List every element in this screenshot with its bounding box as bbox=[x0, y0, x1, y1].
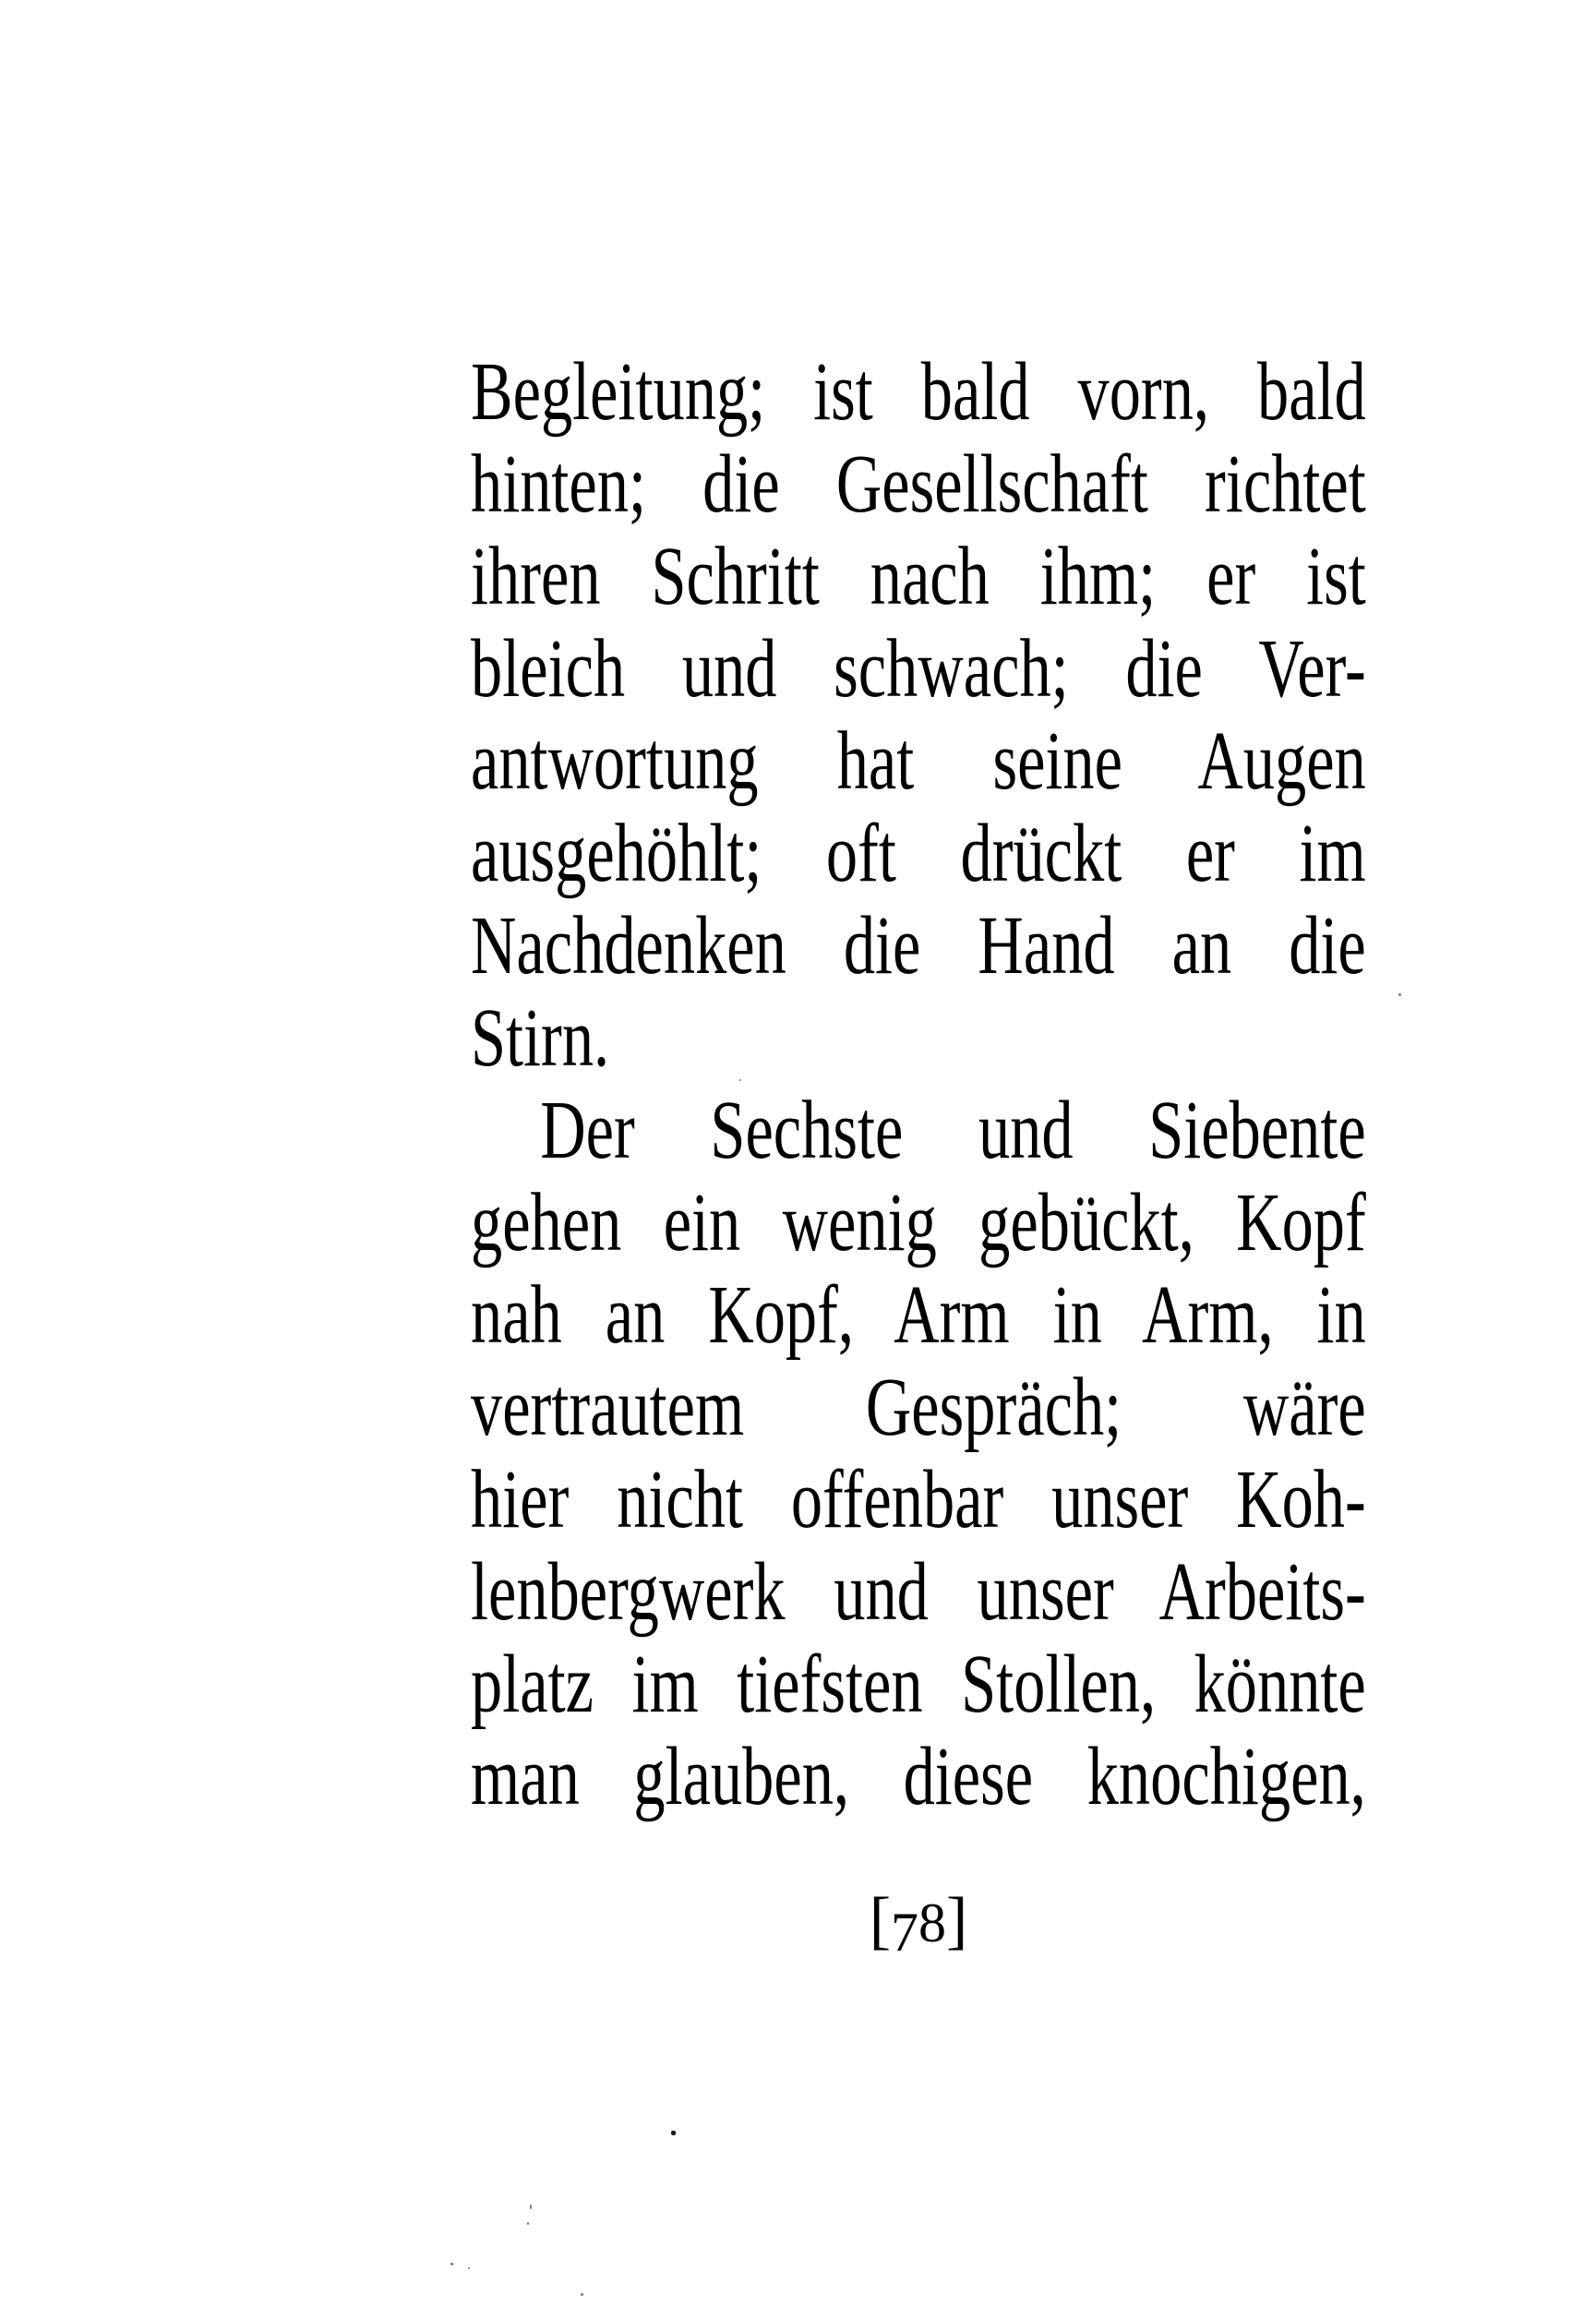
folio-bracket-open: [ bbox=[869, 1885, 891, 1956]
text-line-6: ausgehöhlt; oft drückt er im bbox=[471, 808, 1366, 899]
scan-speck bbox=[739, 1079, 741, 1081]
text-line-16: man glauben, diese knochigen, bbox=[471, 1731, 1366, 1822]
text-line-2: hinten; die Gesellschaft richtet bbox=[471, 439, 1366, 530]
text-line-3: ihren Schritt nach ihm; er ist bbox=[471, 531, 1366, 622]
text-line-1: Begleitung; ist bald vorn, bald bbox=[471, 346, 1366, 438]
text-line-12: vertrautem Gespräch; wäre bbox=[471, 1362, 1366, 1453]
scan-speck bbox=[1398, 993, 1401, 996]
text-line-8: Stirn. bbox=[471, 992, 610, 1084]
page-number bbox=[471, 1875, 1366, 1967]
scan-speck bbox=[527, 2222, 529, 2225]
body-text bbox=[471, 346, 1366, 1823]
folio-bracket-close: ] bbox=[946, 1885, 968, 1956]
scan-speck bbox=[468, 2267, 470, 2269]
text-line-13: hier nicht offenbar unser Koh- bbox=[471, 1454, 1366, 1545]
scan-speck bbox=[450, 2263, 453, 2265]
text-line-9: Der Sechste und Siebente bbox=[540, 1085, 1366, 1176]
text-line-10: gehen ein wenig gebückt, Kopf bbox=[471, 1177, 1366, 1268]
text-line-5: antwortung hat seine Augen bbox=[471, 715, 1366, 807]
scan-speck bbox=[581, 2293, 583, 2296]
text-line-14: lenbergwerk und unser Arbeits- bbox=[471, 1546, 1366, 1638]
folio-digit-8: 8 bbox=[918, 1892, 946, 1953]
scan-speck bbox=[530, 2205, 532, 2209]
text-line-7: Nachdenken die Hand an die bbox=[471, 900, 1366, 991]
folio-digit-7: 7 bbox=[891, 1902, 918, 1963]
scan-speck bbox=[671, 2131, 676, 2135]
text-line-11: nah an Kopf, Arm in Arm, in bbox=[471, 1269, 1366, 1361]
text-line-4: bleich und schwach; die Ver- bbox=[471, 623, 1366, 715]
text-line-15: platz im tiefsten Stollen, könnte bbox=[471, 1639, 1366, 1730]
